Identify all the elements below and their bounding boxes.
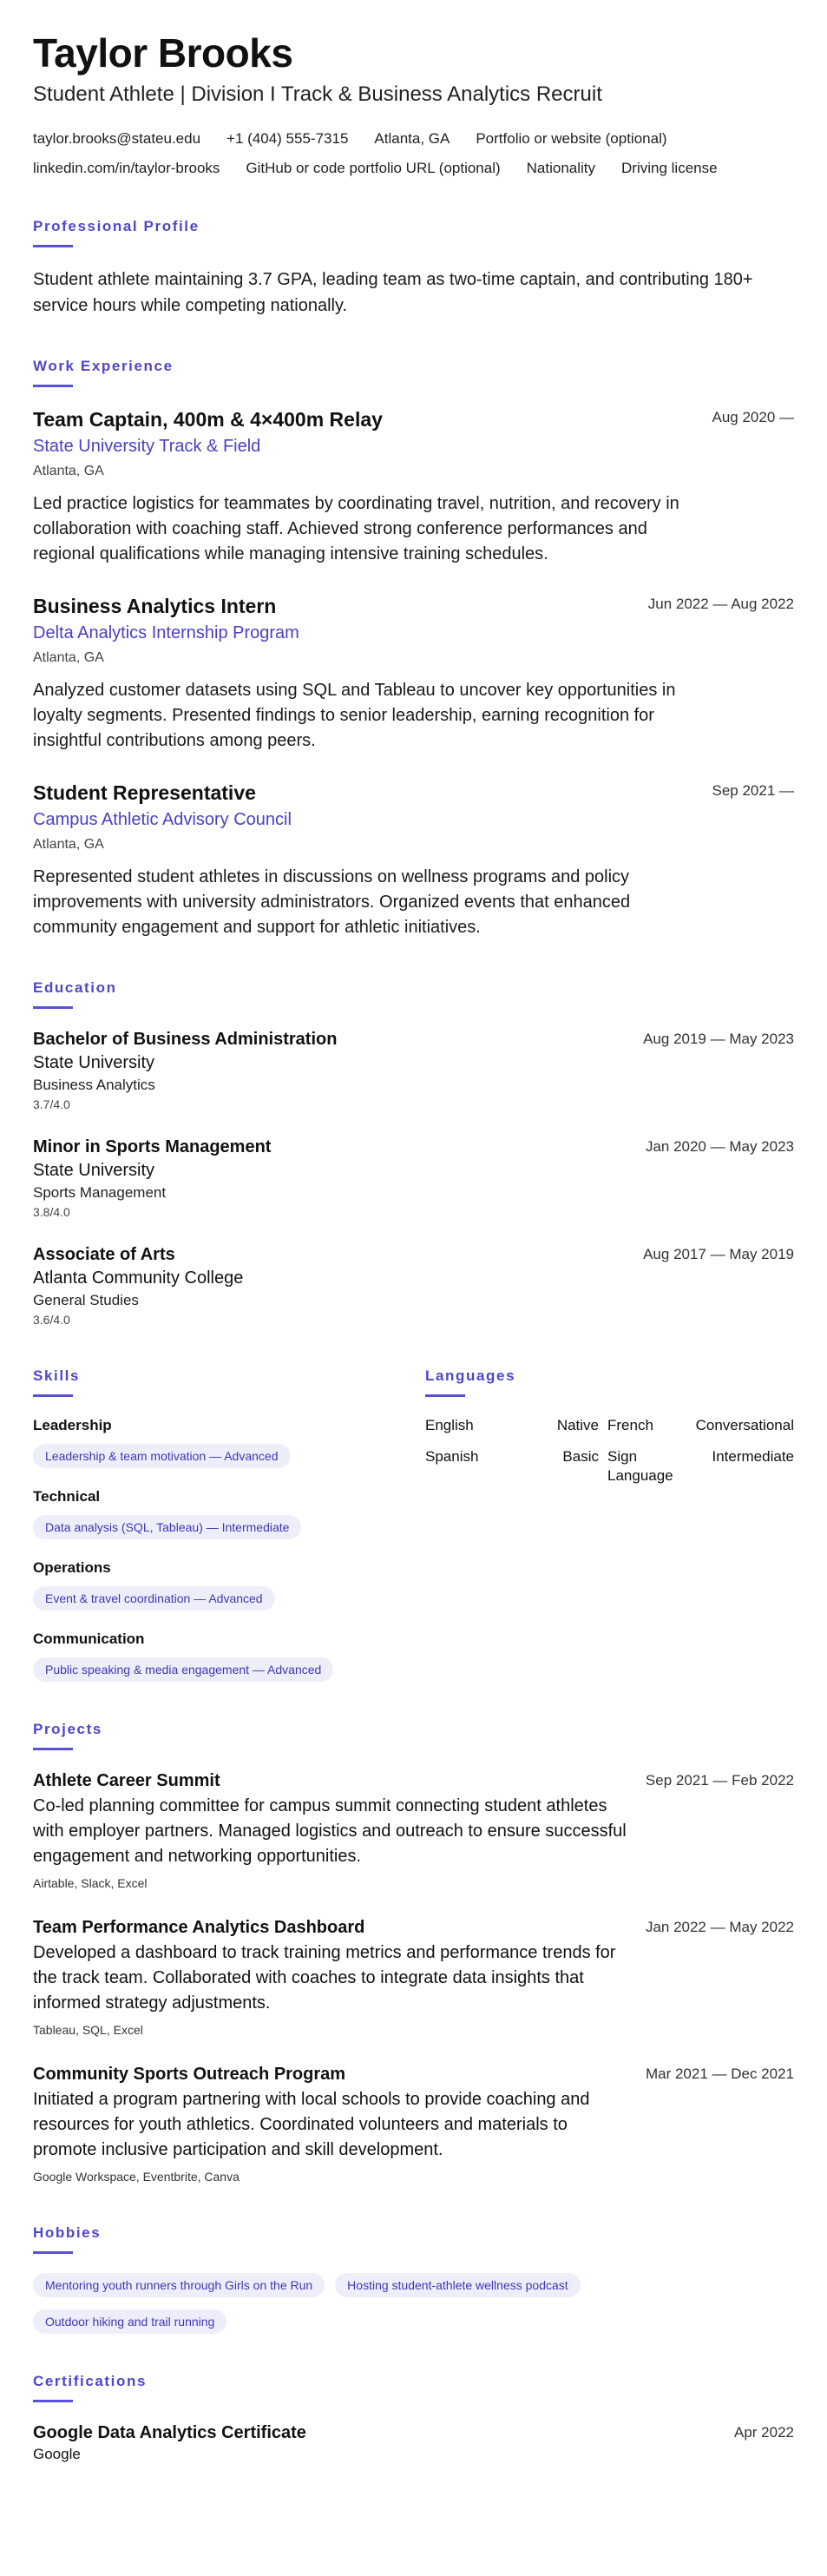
certifications-section	[33, 2372, 794, 2465]
education-field: Business Analytics	[33, 1077, 155, 1093]
education-school: Atlanta Community College	[33, 1268, 244, 1288]
skill-chip: Data analysis (SQL, Tableau) — Intermediate	[33, 1515, 301, 1539]
contact-github: GitHub or code portfolio URL (optional)	[246, 160, 501, 176]
skill-group	[33, 1558, 425, 1611]
language-level: Basic	[562, 1448, 599, 1465]
hobbies-section	[33, 2224, 794, 2334]
language-name: English	[425, 1417, 474, 1433]
contact-nationality: Nationality	[526, 160, 596, 176]
skill-chip: Event & travel coordination — Advanced	[33, 1586, 275, 1611]
section-title: Hobbies	[33, 2224, 102, 2241]
languages-list	[425, 1416, 794, 1486]
language-name: Sign Language	[607, 1448, 673, 1484]
skill-group	[33, 1630, 425, 1682]
certification-date: Apr 2022	[734, 2424, 794, 2441]
project-date: Sep 2021 — Feb 2022	[645, 1772, 794, 1789]
project-tools: Tableau, SQL, Excel	[33, 2023, 143, 2037]
education-school: State University	[33, 1161, 155, 1180]
candidate-name: Taylor Brooks	[33, 30, 293, 76]
job-organization: Campus Athletic Advisory Council	[33, 810, 292, 829]
resume-page	[0, 30, 827, 2576]
project-title: Athlete Career Summit	[33, 1771, 220, 1790]
project-title: Team Performance Analytics Dashboard	[33, 1918, 365, 1937]
hobby-list	[33, 2273, 675, 2334]
skill-group	[33, 1416, 425, 1468]
section-title: Certifications	[33, 2373, 148, 2389]
education-date: Aug 2019 — May 2023	[643, 1031, 794, 1047]
section-title: Education	[33, 979, 117, 996]
project-description: Co-led planning committee for campus summit connecting student athletes with employer partners. Managed logistics and outreach to ensure successful engagement and networking opportunities.	[33, 1796, 627, 1866]
work-experience-section	[33, 357, 794, 940]
job-description: Represented student athletes in discussions on wellness programs and policy improvements with university administrators. Organized events that enhanced community engagement and support for athletic initiatives.	[33, 867, 631, 937]
job-entry	[33, 780, 794, 940]
hobby-chip: Outdoor hiking and trail running	[33, 2309, 226, 2334]
job-entry	[33, 406, 794, 567]
job-title: Business Analytics Intern	[33, 595, 277, 617]
section-divider	[33, 385, 73, 387]
education-date: Jan 2020 — May 2023	[645, 1138, 794, 1155]
job-date: Aug 2020 —	[712, 409, 794, 425]
contact-driving-license: Driving license	[621, 160, 718, 176]
education-degree: Associate of Arts	[33, 1245, 175, 1264]
skill-category: Technical	[33, 1488, 101, 1505]
profile-text: Student athlete maintaining 3.7 GPA, leading team as two-time captain, and contributing 180+ service hours while competing nationally.	[33, 270, 753, 315]
job-entry	[33, 593, 794, 754]
education-gpa: 3.7/4.0	[33, 1097, 70, 1111]
certification-name: Google Data Analytics Certificate	[33, 2423, 306, 2442]
section-divider	[425, 1394, 465, 1397]
project-description: Initiated a program partnering with local schools to provide coaching and resources for youth athletics. Coordinated volunteers and materials to promote inclusive participation and skill development.	[33, 2090, 590, 2159]
job-date: Jun 2022 — Aug 2022	[647, 596, 794, 612]
skill-group	[33, 1487, 425, 1539]
section-title: Work Experience	[33, 358, 174, 374]
job-description: Analyzed customer datasets using SQL and Tableau to uncover key opportunities in loyalty segments. Presented findings to senior leadership, earning recognition for insightful contributions among peers.	[33, 681, 676, 750]
skill-chip: Public speaking & media engagement — Advanced	[33, 1657, 333, 1682]
candidate-headline: Student Athlete | Division I Track & Business Analytics Recruit	[33, 82, 602, 106]
job-location: Atlanta, GA	[33, 464, 104, 478]
section-divider	[33, 1394, 73, 1397]
projects-section	[33, 1720, 794, 2185]
hobby-chip: Mentoring youth runners through Girls on the Run	[33, 2273, 325, 2297]
job-description: Led practice logistics for teammates by coordinating travel, nutrition, and recovery in collaboration with coaching staff. Achieved strong conference performances and regional qualifications while managing intensive training schedules.	[33, 494, 679, 563]
project-date: Jan 2022 — May 2022	[645, 1919, 794, 1935]
resume-header	[33, 30, 794, 179]
certification-issuer: Google	[33, 2446, 81, 2462]
education-degree: Bachelor of Business Administration	[33, 1030, 338, 1049]
education-field: General Studies	[33, 1292, 139, 1308]
section-divider	[33, 2400, 73, 2402]
education-gpa: 3.8/4.0	[33, 1205, 70, 1219]
education-entry	[33, 1136, 794, 1221]
language-level: Conversational	[695, 1417, 794, 1433]
job-organization: State University Track & Field	[33, 437, 261, 456]
job-location: Atlanta, GA	[33, 837, 104, 852]
section-title: Projects	[33, 1721, 102, 1737]
skills-section	[33, 1367, 425, 1701]
language-level: Intermediate	[712, 1448, 794, 1465]
education-degree: Minor in Sports Management	[33, 1137, 272, 1156]
contact-info	[33, 128, 794, 179]
skill-category: Leadership	[33, 1417, 112, 1433]
project-tools: Google Workspace, Eventbrite, Canva	[33, 2170, 240, 2184]
profile-section	[33, 217, 794, 319]
project-entry	[33, 1769, 794, 1892]
section-divider	[33, 1748, 73, 1750]
education-entry	[33, 1028, 794, 1113]
education-school: State University	[33, 1053, 155, 1072]
job-location: Atlanta, GA	[33, 650, 104, 665]
language-level: Native	[556, 1417, 599, 1433]
skills-languages-row	[33, 1367, 794, 1701]
project-entry	[33, 1916, 794, 2039]
project-tools: Airtable, Slack, Excel	[33, 1876, 148, 1890]
certification-entry	[33, 2421, 794, 2465]
project-title: Community Sports Outreach Program	[33, 2065, 346, 2084]
section-title: Skills	[33, 1367, 81, 1384]
education-field: Sports Management	[33, 1184, 167, 1201]
language-name: Spanish	[425, 1448, 479, 1465]
skill-category: Operations	[33, 1559, 111, 1576]
education-date: Aug 2017 — May 2019	[643, 1246, 794, 1262]
job-title: Student Representative	[33, 781, 256, 804]
section-title: Languages	[425, 1367, 516, 1384]
section-divider	[33, 1006, 73, 1009]
skill-category: Communication	[33, 1631, 145, 1647]
section-divider	[33, 245, 73, 247]
section-title: Professional Profile	[33, 218, 200, 234]
hobby-chip: Hosting student-athlete wellness podcast	[335, 2273, 580, 2297]
job-date: Sep 2021 —	[712, 782, 794, 799]
language-name: French	[607, 1417, 653, 1433]
contact-portfolio: Portfolio or website (optional)	[476, 130, 667, 147]
education-section	[33, 978, 794, 1328]
education-gpa: 3.6/4.0	[33, 1313, 70, 1327]
project-date: Mar 2021 — Dec 2021	[645, 2065, 794, 2082]
job-organization: Delta Analytics Internship Program	[33, 623, 299, 642]
languages-section	[425, 1367, 794, 1701]
contact-location: Atlanta, GA	[374, 130, 450, 147]
job-title: Team Captain, 400m & 4×400m Relay	[33, 408, 383, 431]
project-entry	[33, 2063, 794, 2185]
skill-chip: Leadership & team motivation — Advanced	[33, 1444, 291, 1468]
contact-phone: +1 (404) 555-7315	[226, 130, 349, 147]
contact-email[interactable]: taylor.brooks@stateu.edu	[33, 130, 201, 147]
contact-linkedin[interactable]: linkedin.com/in/taylor-brooks	[33, 160, 220, 176]
project-description: Developed a dashboard to track training metrics and performance trends for the track team. Collaborated with coaches to integrate data insights that informed strategy adjustments.	[33, 1943, 616, 2013]
education-entry	[33, 1243, 794, 1328]
section-divider	[33, 2251, 73, 2254]
